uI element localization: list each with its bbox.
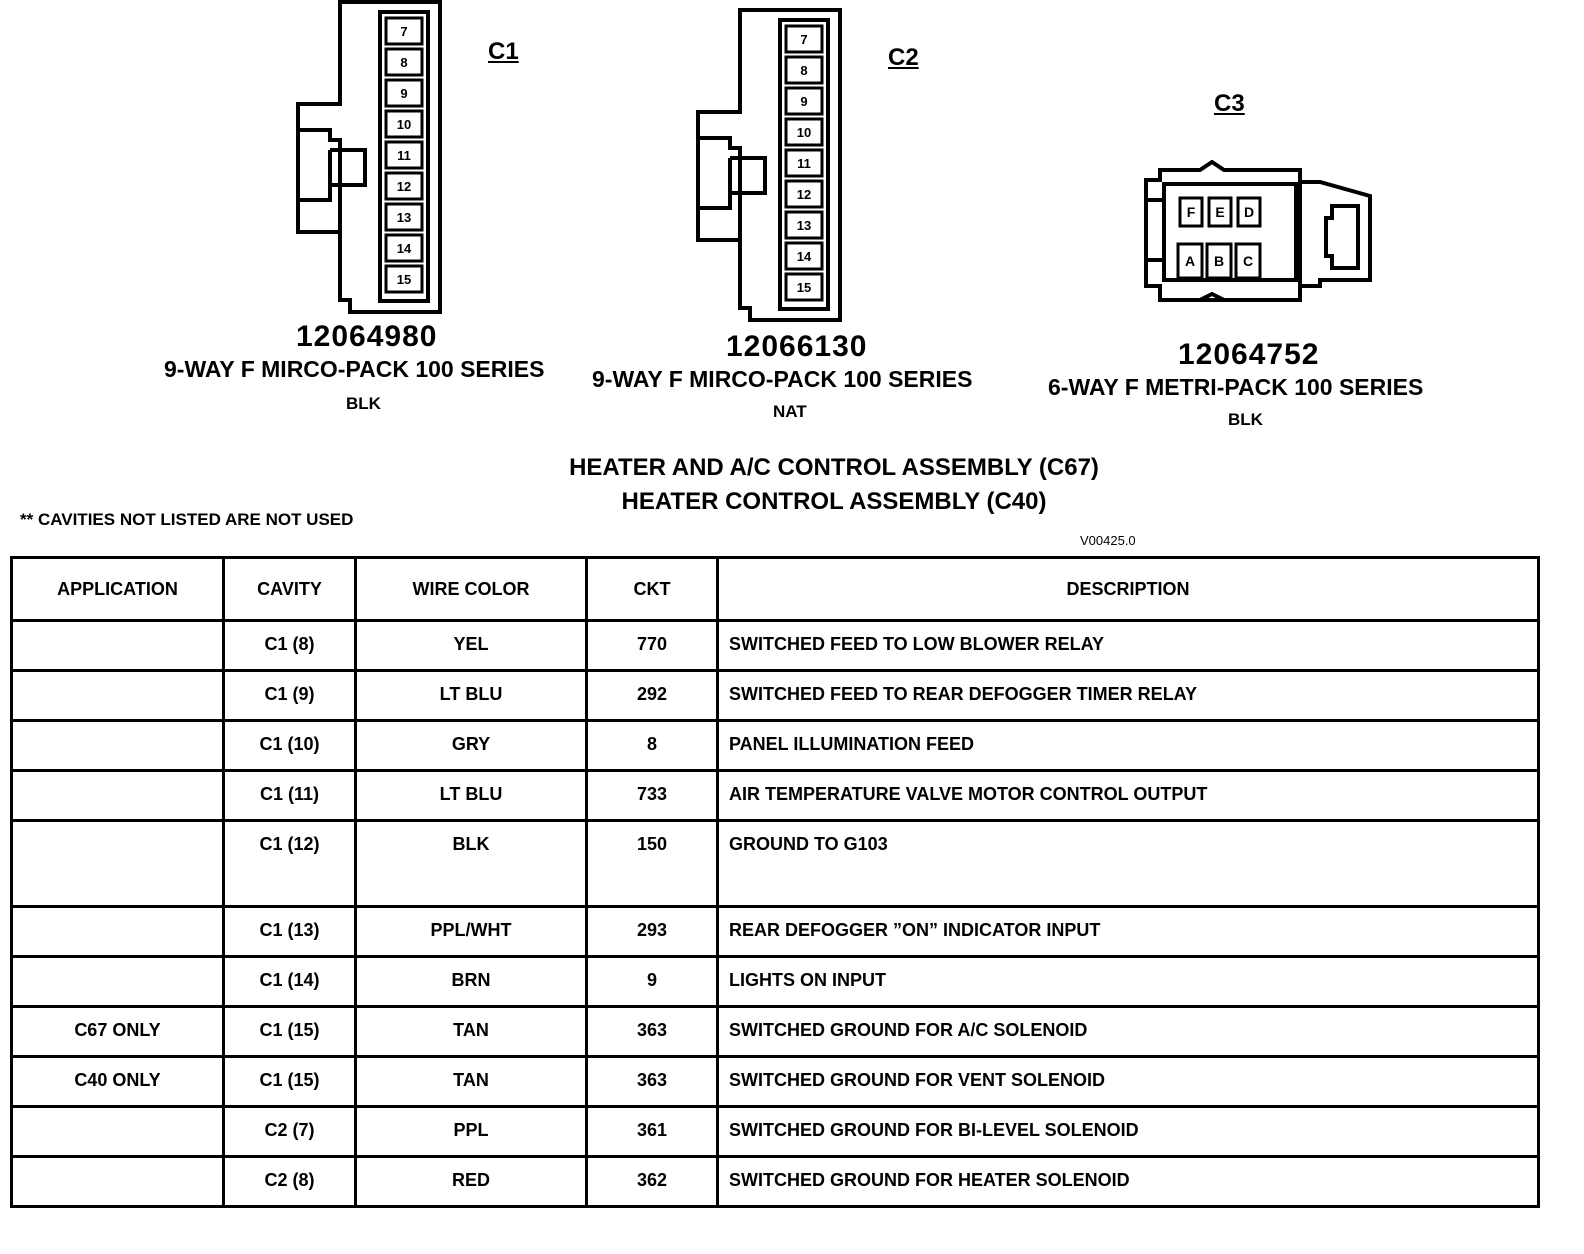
- connector-c3-series: 6-WAY F METRI-PACK 100 SERIES: [1048, 374, 1424, 400]
- cell-ckt: 361: [587, 1107, 718, 1157]
- cell-cavity: C1 (11): [224, 771, 356, 821]
- cell-application: C67 ONLY: [12, 1007, 224, 1057]
- c2-cavity-number: 7: [800, 32, 808, 47]
- cell-application: [12, 721, 224, 771]
- header-description: DESCRIPTION: [718, 558, 1539, 621]
- cell-ckt: 9: [587, 957, 718, 1007]
- c2-cavity-number: 11: [797, 156, 811, 171]
- connector-c2-series: 9-WAY F MIRCO-PACK 100 SERIES: [592, 366, 973, 392]
- cell-cavity: C1 (12): [224, 821, 356, 907]
- cell-description: SWITCHED FEED TO LOW BLOWER RELAY: [718, 621, 1539, 671]
- table-header-row: [12, 558, 1539, 621]
- c3-cavity-b-label: B: [1213, 253, 1225, 269]
- table-row: [12, 621, 1539, 671]
- c1-cavity-number: 9: [400, 86, 408, 101]
- c3-cavity-c-label: C: [1242, 253, 1254, 269]
- c3-cavity-e-label: E: [1215, 204, 1225, 220]
- cell-application: [12, 671, 224, 721]
- cell-wire-color: PPL: [356, 1107, 587, 1157]
- cell-wire-color: BLK: [356, 821, 587, 907]
- table-row: [12, 907, 1539, 957]
- drawing-code: V00425.0: [1080, 533, 1136, 548]
- unused-cavities-note: ** CAVITIES NOT LISTED ARE NOT USED: [20, 510, 354, 529]
- cell-ckt: 363: [587, 1007, 718, 1057]
- cell-ckt: 293: [587, 907, 718, 957]
- connector-c1-label: C1: [488, 38, 519, 65]
- table-row: [12, 671, 1539, 721]
- header-cavity: CAVITY: [224, 558, 356, 621]
- cell-application: [12, 821, 224, 907]
- connector-c1-color: BLK: [346, 394, 381, 413]
- cell-cavity: C1 (8): [224, 621, 356, 671]
- cell-description: REAR DEFOGGER ”ON” INDICATOR INPUT: [718, 907, 1539, 957]
- c3-cavity-f-label: F: [1186, 204, 1196, 220]
- c3-cavity-d-label: D: [1243, 204, 1255, 220]
- c1-cavity-number: 10: [396, 117, 412, 132]
- c1-cavity-number: 13: [396, 210, 412, 225]
- c3-cavity-a-label: A: [1184, 253, 1196, 269]
- connector-c1-part-number: 12064980: [296, 320, 438, 353]
- cell-wire-color: GRY: [356, 721, 587, 771]
- cell-cavity: C2 (8): [224, 1157, 356, 1207]
- cell-application: [12, 621, 224, 671]
- assembly-title-line2: HEATER CONTROL ASSEMBLY (C40): [621, 488, 1047, 515]
- table-row: [12, 1107, 1539, 1157]
- assembly-title-line1: HEATER AND A/C CONTROL ASSEMBLY (C67): [569, 454, 1099, 481]
- cell-wire-color: LT BLU: [356, 671, 587, 721]
- table-row: [12, 821, 1539, 907]
- connector-c3-label: C3: [1214, 90, 1245, 117]
- cell-application: C40 ONLY: [12, 1057, 224, 1107]
- c1-cavity-number: 14: [396, 241, 412, 256]
- cell-wire-color: TAN: [356, 1007, 587, 1057]
- cell-description: SWITCHED GROUND FOR BI-LEVEL SOLENOID: [718, 1107, 1539, 1157]
- c1-cavity-number: 7: [400, 24, 408, 39]
- c1-cavity-number: 12: [396, 179, 412, 194]
- cell-description: SWITCHED FEED TO REAR DEFOGGER TIMER RELAY: [718, 671, 1539, 721]
- cell-application: [12, 957, 224, 1007]
- connector-c2-diagram: [690, 8, 870, 328]
- cell-cavity: C1 (15): [224, 1057, 356, 1107]
- connector-c3-diagram: [1140, 160, 1380, 310]
- c1-cavity-number: 15: [396, 272, 412, 287]
- connector-c2-color: NAT: [773, 402, 807, 421]
- c2-cavity-number: 14: [796, 249, 812, 264]
- header-application: APPLICATION: [12, 558, 224, 621]
- connector-pinout-table: [10, 556, 1540, 1208]
- cell-description: PANEL ILLUMINATION FEED: [718, 721, 1539, 771]
- cell-description: SWITCHED GROUND FOR VENT SOLENOID: [718, 1057, 1539, 1107]
- header-ckt: CKT: [587, 558, 718, 621]
- cell-cavity: C1 (14): [224, 957, 356, 1007]
- table-row: [12, 721, 1539, 771]
- cell-ckt: 150: [587, 821, 718, 907]
- cell-cavity: C1 (13): [224, 907, 356, 957]
- table-row: [12, 957, 1539, 1007]
- cell-cavity: C2 (7): [224, 1107, 356, 1157]
- cell-ckt: 770: [587, 621, 718, 671]
- table-row: [12, 771, 1539, 821]
- cell-application: [12, 907, 224, 957]
- cell-ckt: 292: [587, 671, 718, 721]
- cell-wire-color: TAN: [356, 1057, 587, 1107]
- connector-c1-diagram: [290, 0, 470, 320]
- cell-application: [12, 1157, 224, 1207]
- cell-application: [12, 1107, 224, 1157]
- cell-wire-color: YEL: [356, 621, 587, 671]
- cell-description: SWITCHED GROUND FOR A/C SOLENOID: [718, 1007, 1539, 1057]
- table-row: [12, 1057, 1539, 1107]
- c2-cavity-number: 12: [796, 187, 812, 202]
- c2-cavity-number: 8: [800, 63, 808, 78]
- connector-c3-color: BLK: [1228, 410, 1263, 429]
- c2-cavity-number: 15: [796, 280, 812, 295]
- c2-cavity-number: 13: [796, 218, 812, 233]
- cell-cavity: C1 (15): [224, 1007, 356, 1057]
- cell-cavity: C1 (9): [224, 671, 356, 721]
- header-wire-color: WIRE COLOR: [356, 558, 587, 621]
- cell-wire-color: BRN: [356, 957, 587, 1007]
- connector-c1-series: 9-WAY F MIRCO-PACK 100 SERIES: [164, 356, 545, 382]
- cell-cavity: C1 (10): [224, 721, 356, 771]
- cell-ckt: 733: [587, 771, 718, 821]
- cell-wire-color: PPL/WHT: [356, 907, 587, 957]
- connector-c2-label: C2: [888, 44, 919, 71]
- cell-application: [12, 771, 224, 821]
- c1-cavity-number: 11: [397, 148, 411, 163]
- table-row: [12, 1157, 1539, 1207]
- cell-ckt: 362: [587, 1157, 718, 1207]
- connector-c3-part-number: 12064752: [1178, 338, 1320, 371]
- connector-c2-part-number: 12066130: [726, 330, 868, 363]
- cell-ckt: 363: [587, 1057, 718, 1107]
- cell-description: GROUND TO G103: [718, 821, 1539, 907]
- cell-description: SWITCHED GROUND FOR HEATER SOLENOID: [718, 1157, 1539, 1207]
- table-row: [12, 1007, 1539, 1057]
- cell-description: LIGHTS ON INPUT: [718, 957, 1539, 1007]
- c1-cavity-number: 8: [400, 55, 408, 70]
- cell-ckt: 8: [587, 721, 718, 771]
- cell-description: AIR TEMPERATURE VALVE MOTOR CONTROL OUTPUT: [718, 771, 1539, 821]
- cell-wire-color: RED: [356, 1157, 587, 1207]
- c2-cavity-number: 10: [796, 125, 812, 140]
- cell-wire-color: LT BLU: [356, 771, 587, 821]
- c2-cavity-number: 9: [800, 94, 808, 109]
